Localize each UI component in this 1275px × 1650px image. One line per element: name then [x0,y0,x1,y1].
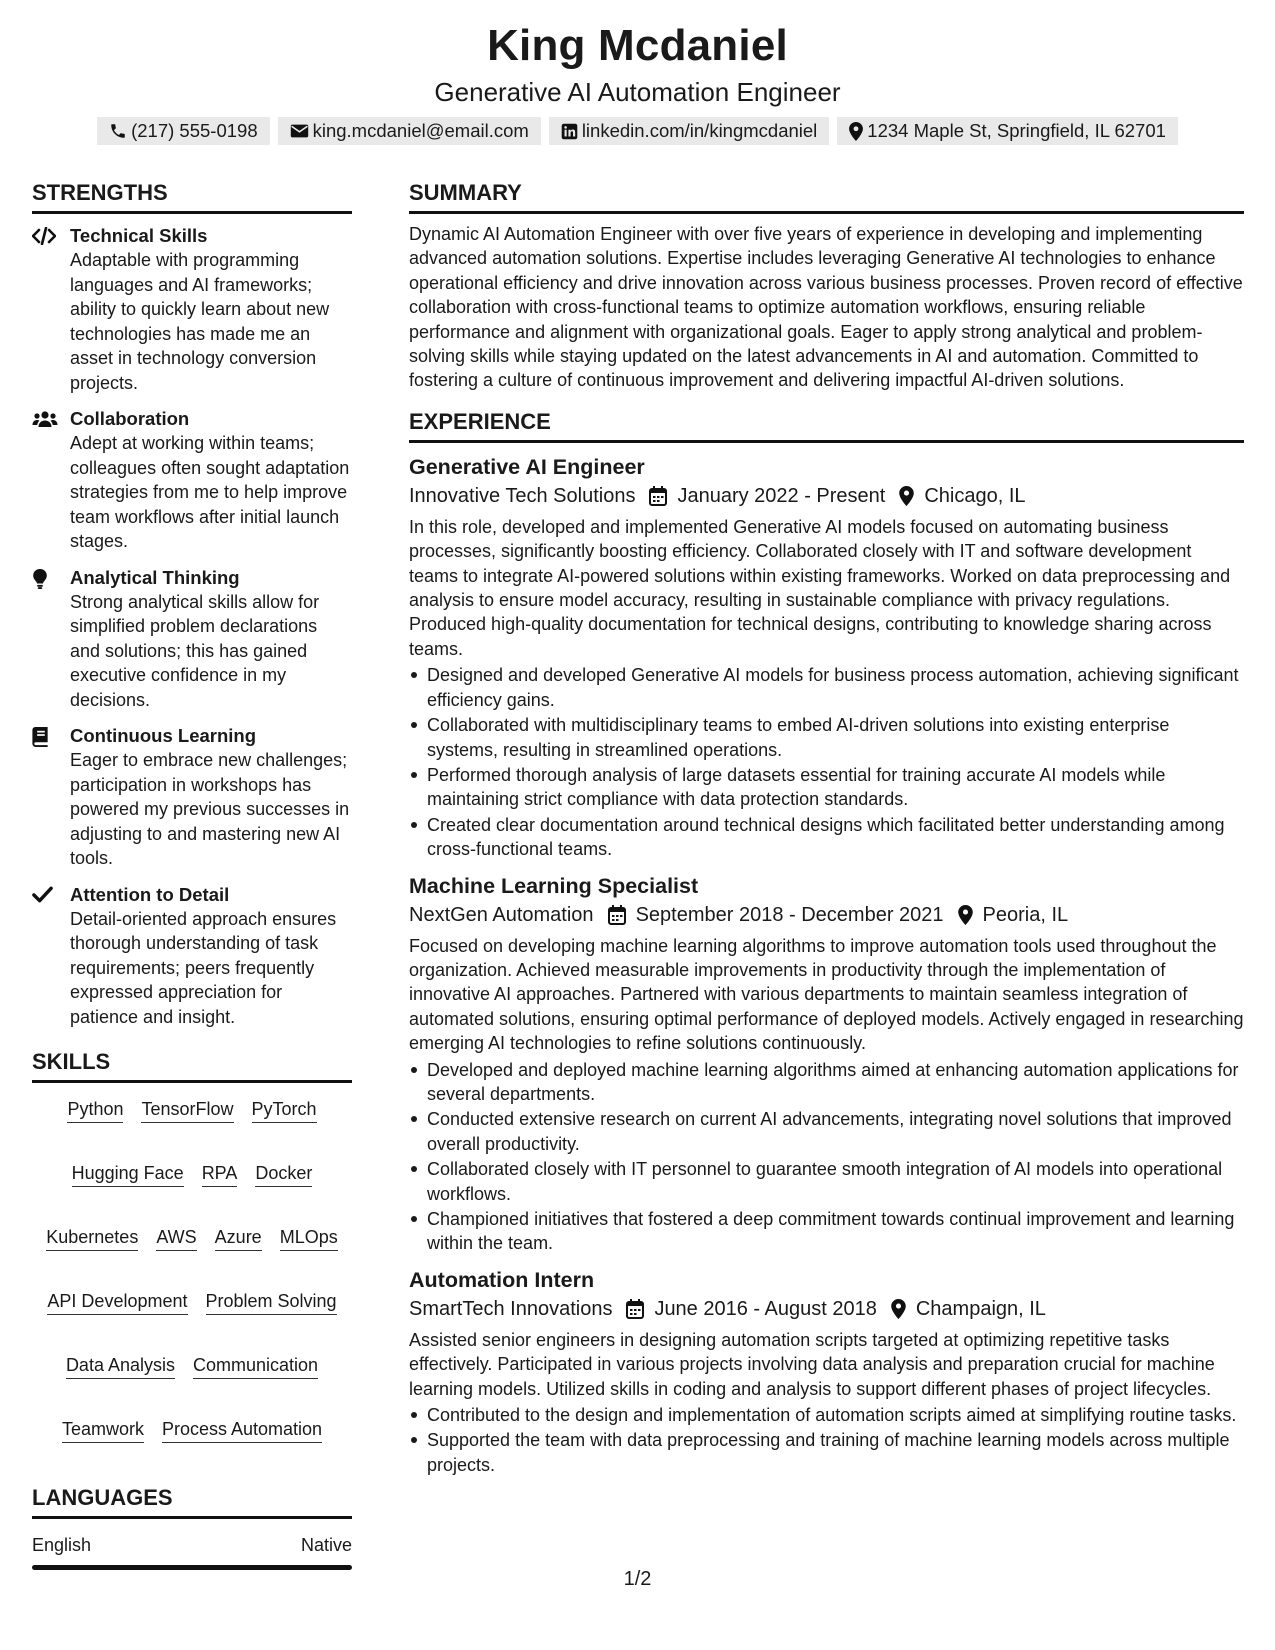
strength-item [32,883,352,1030]
skill-tag: Communication [193,1353,318,1379]
job-bullet: Collaborated closely with IT personnel to guarantee smooth integration of AI models into operational workflows. [409,1157,1244,1206]
left-column [32,178,352,1570]
job-dates: June 2016 - August 2018 [654,1297,877,1320]
job-entry [409,1266,1244,1477]
skill-tag: Data Analysis [66,1353,175,1379]
skill-tag: RPA [202,1161,238,1187]
contact-address-text: 1234 Maple St, Springfield, IL 62701 [867,120,1166,141]
skill-tag: PyTorch [252,1097,317,1123]
contact-phone-text: (217) 555-0198 [131,120,258,141]
strengths-list [32,224,352,1029]
language-row [32,1533,352,1557]
strength-desc: Eager to embrace new challenges; participation in workshops has powered my previous successes in adjusting to and mastering new AI tools. [70,750,350,868]
skill-tag: Kubernetes [46,1225,138,1251]
job-bullet: Collaborated with multidisciplinary teams to embed AI-driven solutions into existing enterprise systems, resulting in streamlined operations. [409,713,1244,762]
experience-heading: EXPERIENCE [409,407,1244,443]
strength-desc: Adept at working within teams; colleagues often sought adaptation strategies from me to help improve team workflows after initial launch stages. [70,433,350,551]
skill-tag: Docker [255,1161,312,1187]
strength-desc: Strong analytical skills allow for simplified problem declarations and solutions; this has gained executive confidence in my decisions. [70,591,320,710]
contact-email-text: king.mcdaniel@email.com [312,120,529,141]
map-pin-icon [899,486,914,506]
job-bullet: Supported the team with data preprocessing and training of machine learning models across multiple projects. [409,1428,1244,1477]
contact-bar [0,117,1275,145]
job-bullet: Created clear documentation around technical designs which facilitated better understanding among cross-functional teams. [409,813,1244,862]
job-company: SmartTech Innovations [409,1297,613,1320]
users-icon [32,410,58,428]
job-location: Champaign, IL [915,1297,1046,1320]
job-entry [409,872,1244,1256]
skills-list [32,1097,352,1443]
linkedin-icon [561,123,578,140]
page-indicator: 1/2 [623,1568,652,1590]
job-bullets [409,663,1244,861]
skill-tag: Azure [215,1225,262,1251]
calendar-icon [626,1299,644,1319]
job-bullet: Designed and developed Generative AI models for business process automation, achieving significant efficiency gains. [409,663,1244,712]
code-icon [32,227,56,245]
language-name: English [32,1535,92,1555]
skill-tag: TensorFlow [141,1097,233,1123]
map-pin-icon [891,1299,906,1319]
job-bullet: Contributed to the design and implementation of automation scripts aimed at simplifying routine tasks. [409,1403,1244,1427]
strength-name: Attention to Detail [70,883,230,905]
contact-linkedin-text: linkedin.com/in/kingmcdaniel [581,120,818,141]
job-location: Chicago, IL [924,484,1026,507]
strength-name: Technical Skills [70,225,208,246]
candidate-title: Generative AI Automation Engineer [434,77,841,107]
candidate-name: King Mcdaniel [487,21,788,70]
job-bullet: Developed and deployed machine learning algorithms aimed at enhancing automation applications for several departments. [409,1058,1244,1107]
strengths-heading: STRENGTHS [32,178,352,214]
contact-email[interactable] [278,117,541,145]
strength-name: Analytical Thinking [70,566,240,588]
strength-desc: Adaptable with programming languages and AI frameworks; ability to quickly learn about new technologies has made me an asset in technology conversion projects. [70,250,330,393]
job-title: Automation Intern [409,1267,595,1292]
envelope-icon [290,123,309,139]
phone-icon [109,122,127,140]
calendar-icon [649,486,667,506]
job-bullet: Performed thorough analysis of large datasets essential for training accurate AI models while maintaining strict compliance with data protection standards. [409,763,1244,812]
map-pin-icon [849,122,863,141]
map-pin-icon [958,905,973,925]
job-entry [409,453,1244,862]
skills-heading: SKILLS [32,1047,352,1083]
strength-item [32,566,352,713]
summary-heading: SUMMARY [409,178,1244,214]
job-dates: January 2022 - Present [677,484,886,507]
job-location: Peoria, IL [982,903,1069,926]
strength-item [32,724,352,871]
calendar-icon [608,905,626,925]
job-description: Assisted senior engineers in designing automation scripts targeted at optimizing repetitive tasks effectively. Participated in various projects involving data analysis and preparation crucial for machine learning models. Utilized skills in coding and analysis to support different phases of project lifecycles. [409,1329,1215,1399]
strength-item [32,224,352,395]
job-meta [409,1294,1244,1324]
strength-name: Collaboration [70,408,190,429]
resume-header [0,18,1275,145]
skill-tag: MLOps [280,1225,338,1251]
skill-tag: Teamwork [62,1417,144,1443]
skill-tag: Hugging Face [72,1161,184,1187]
strength-desc: Detail-oriented approach ensures thorough understanding of task requirements; peers frequently expressed appreciation for patience and insight. [70,908,337,1027]
contact-phone[interactable] [97,117,270,145]
job-title: Generative AI Engineer [409,454,645,479]
skill-tag: AWS [156,1225,196,1251]
book-icon [32,727,49,747]
right-column [409,178,1244,1478]
job-dates: September 2018 - December 2021 [635,903,944,926]
skill-tag: API Development [47,1289,187,1315]
strength-name: Continuous Learning [70,725,257,746]
summary-text: Dynamic AI Automation Engineer with over five years of experience in developing and implementing advanced automation solutions. Expertise includes leveraging Generative AI technologies to enhance operational efficiency and drive innovation across various business processes. Proven record of effective collaboration with cross-functional teams to optimize automation workflows, ensuring reliable performance and alignment with organizational goals. Eager to apply strong analytical and problem-solving skills while staying updated on the latest advancements in AI and automation. Committed to fostering a culture of continuous improvement and delivering impactful AI-driven solutions. [409,224,1243,391]
languages-heading: LANGUAGES [32,1483,352,1519]
skill-tag: Problem Solving [206,1289,337,1315]
job-bullet: Championed initiatives that fostered a deep commitment towards continual improvement and learning within the team. [409,1207,1244,1256]
job-meta [409,900,1244,930]
job-company: NextGen Automation [409,903,594,926]
language-level: Native [300,1535,352,1555]
contact-linkedin[interactable] [549,117,829,145]
skill-tag: Process Automation [162,1417,322,1443]
job-description: In this role, developed and implemented Generative AI models focused on automating business processes, significantly boosting efficiency. Collaborated closely with IT and software development teams to integrate AI-powered solutions within existing frameworks. Worked on data preprocessing and analysis to ensure model accuracy, resulting in sustainable compliance with privacy regulations. Produced high-quality documentation for technical designs, contributing to knowledge sharing across teams. [409,516,1231,659]
lightbulb-icon [32,569,48,589]
job-title: Machine Learning Specialist [409,873,699,898]
skill-tag: Python [67,1097,123,1123]
contact-address [837,117,1178,145]
job-bullet: Conducted extensive research on current AI advancements, integrating novel solutions that improved overall productivity. [409,1107,1244,1156]
job-bullets [409,1403,1244,1477]
job-description: Focused on developing machine learning algorithms to improve automation tools used throughout the organization. Achieved measurable improvements in productivity through the implementation of innovative AI approaches. Partnered with various departments to maintain seamless integration of automated solutions, ensuring optimal performance of deployed models. Actively engaged in researching emerging AI technologies to refine solutions continuously. [409,935,1244,1054]
job-meta [409,481,1244,511]
job-company: Innovative Tech Solutions [409,484,636,507]
job-bullets [409,1058,1244,1256]
check-icon [32,886,53,903]
strength-item [32,407,352,554]
